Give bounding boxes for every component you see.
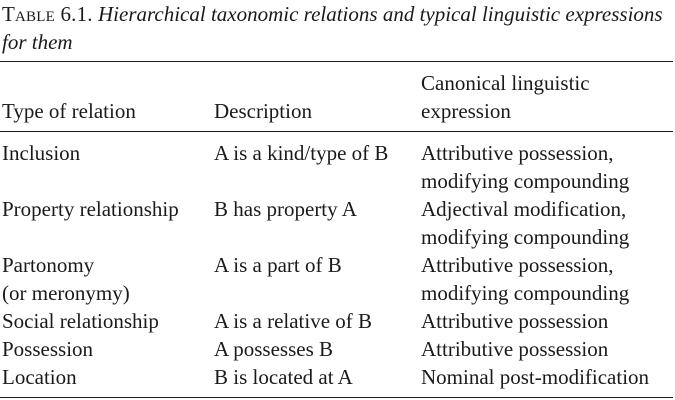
header-expression-line-1: Canonical linguistic: [421, 71, 590, 95]
row-partonomy-type-1: Partonomy: [2, 253, 95, 277]
row-partonomy-expression-1: Attributive possession,: [421, 253, 614, 277]
row-partonomy-type-2: (or meronymy): [2, 281, 130, 305]
header-description: Description: [214, 99, 312, 123]
row-inclusion-type: Inclusion: [2, 141, 81, 165]
row-location-type: Location: [2, 365, 77, 389]
header-expression-line-2: expression: [421, 99, 511, 123]
table-caption: [2, 0, 674, 56]
row-property-expression-1: Adjectival modification,: [421, 197, 627, 221]
row-property-description: B has property A: [214, 197, 357, 221]
row-possession-description: A possesses B: [214, 337, 334, 361]
top-rule: [0, 61, 673, 62]
row-location-expression: Nominal post-modification: [421, 365, 650, 389]
row-social-description: A is a relative of B: [214, 309, 373, 333]
row-social-expression: Attributive possession: [421, 309, 609, 333]
row-possession-type: Possession: [2, 337, 94, 361]
row-possession-expression: Attributive possession: [421, 337, 609, 361]
row-partonomy-description: A is a part of B: [214, 253, 342, 277]
row-inclusion-expression-2: modifying compounding: [421, 169, 630, 193]
row-partonomy-expression-2: modifying compounding: [421, 281, 630, 305]
table-title: Hierarchical taxonomic relations and typical linguistic expressions for them: [2, 2, 663, 54]
row-inclusion-description: A is a kind/type of B: [214, 141, 389, 165]
bottom-rule: [0, 397, 673, 398]
row-location-description: B is located at A: [214, 365, 353, 389]
row-inclusion-expression-1: Attributive possession,: [421, 141, 614, 165]
header-type-of-relation: Type of relation: [2, 99, 136, 123]
row-property-expression-2: modifying compounding: [421, 225, 630, 249]
row-social-type: Social relationship: [2, 309, 159, 333]
row-property-type: Property relationship: [2, 197, 179, 221]
header-rule: [0, 131, 673, 132]
table-number: Table 6.1.: [2, 2, 93, 26]
